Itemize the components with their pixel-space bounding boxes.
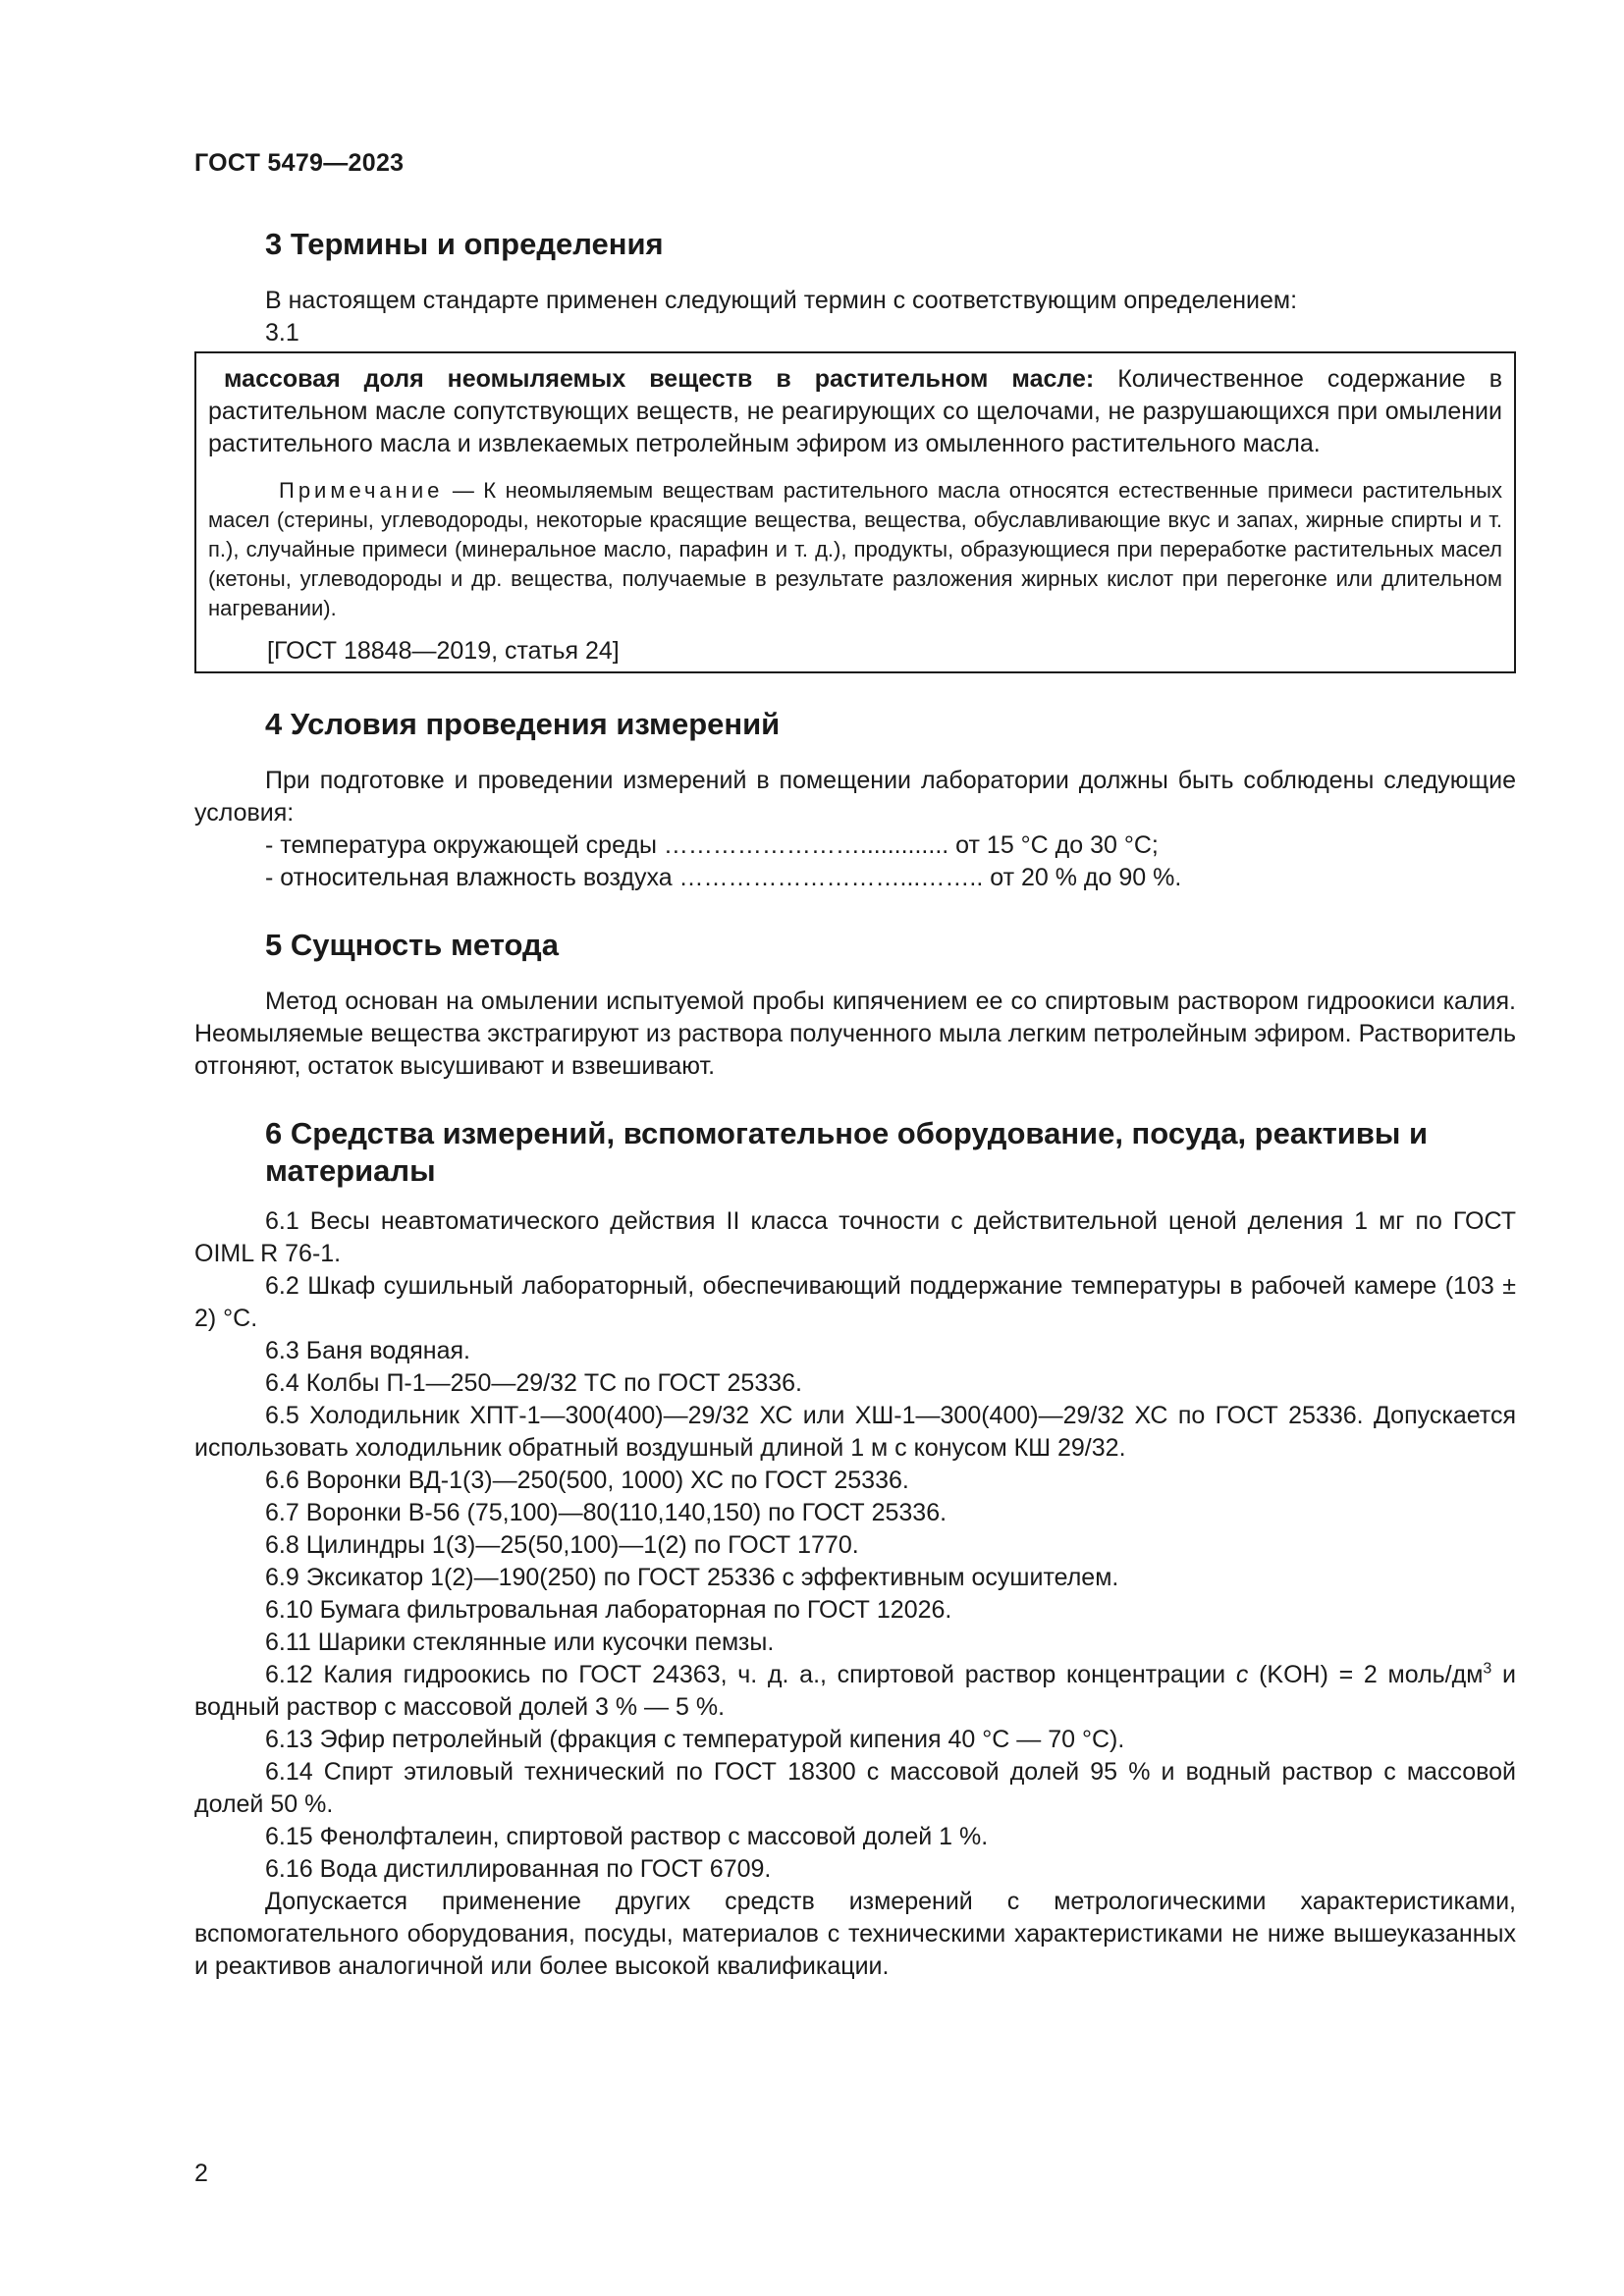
term-definition-box xyxy=(194,351,1516,673)
section-6-title: 6 Средства измерений, вспомогательное оборудование, посуда, реактивы и материалы xyxy=(265,1116,1429,1188)
term-definition xyxy=(208,363,1502,460)
list-item-6-6: 6.6 Воронки ВД-1(3)—250(500, 1000) ХС по ГОСТ 25336. xyxy=(265,1467,909,1494)
section-5-title: 5 Сущность метода xyxy=(265,928,559,962)
list-item-6-14: 6.14 Спирт этиловый технический по ГОСТ 18300 с массовой долей 95 % и водный раствор с массовой долей 50 %. xyxy=(194,1758,1516,1818)
section-3-intro: В настоящем стандарте применен следующий термин с соответствующим определением: xyxy=(265,287,1298,314)
list-item-6-1: 6.1 Весы неавтоматического действия II класса точности с действительной ценой деления 1 мг по ГОСТ OIML R 76-1. xyxy=(194,1207,1516,1267)
list-item-6-13: 6.13 Эфир петролейный (фракция с температурой кипения 40 °С — 70 °С). xyxy=(265,1726,1125,1753)
list-item-6-16: 6.16 Вода дистиллированная по ГОСТ 6709. xyxy=(265,1855,772,1883)
document-body xyxy=(194,226,1516,1983)
list-item-6-10: 6.10 Бумага фильтровальная лабораторная по ГОСТ 12026. xyxy=(265,1596,952,1624)
list-item-6-4: 6.4 Колбы П-1—250—29/32 ТС по ГОСТ 25336. xyxy=(265,1369,802,1397)
section-4-intro: При подготовке и проведении измерений в помещении лаборатории должны быть соблюдены следующие условия: xyxy=(194,767,1516,827)
condition-humidity: - относительная влажность воздуха ………………………...…….. от 20 % до 90 %. xyxy=(265,864,1182,891)
list-item-6-2: 6.2 Шкаф сушильный лабораторный, обеспечивающий поддержание температуры в рабочей камере (103 ± 2) °С. xyxy=(194,1272,1516,1332)
term-name: массовая доля неомыляемых веществ в растительном масле: xyxy=(224,365,1095,393)
term-number: 3.1 xyxy=(265,319,299,347)
list-item-6-8: 6.8 Цилиндры 1(3)—25(50,100)—1(2) по ГОСТ 1770. xyxy=(265,1531,859,1559)
term-reference: [ГОСТ 18848—2019, статья 24] xyxy=(267,637,620,665)
list-item-6-11: 6.11 Шарики стеклянные или кусочки пемзы. xyxy=(265,1629,775,1656)
list-item-6-9: 6.9 Эксикатор 1(2)—190(250) по ГОСТ 25336 с эффективным осушителем. xyxy=(265,1564,1119,1591)
list-item-6-12: 6.12 Калия гидроокись по ГОСТ 24363, ч. д. а., спиртовой раствор концентрации с (KOH) = 2 моль/$дм^3$ и водный раствор с массовой долей 3 % — 5 %. xyxy=(194,1660,1516,1721)
term-note xyxy=(208,476,1502,623)
note-label: Примечание xyxy=(279,478,444,503)
list-item-6-3: 6.3 Баня водяная. xyxy=(265,1337,470,1364)
page-number: 2 xyxy=(194,2160,208,2187)
term-definition-text: Количественное содержание в растительном масле сопутствующих веществ, не реагирующих со щелочами, не разрушающихся при омылении растительного масла и извлекаемых петролейным эфиром из омыленного растительного масла. xyxy=(208,365,1503,457)
list-item-6-7: 6.7 Воронки В-56 (75,100)—80(110,140,150) по ГОСТ 25336. xyxy=(265,1499,947,1526)
section-5-text: Метод основан на омылении испытуемой пробы кипячением ее со спиртовым раствором гидроокиси калия. Неомыляемые вещества экстрагируют из раствора полученного мыла легким петролейным эфиром. Растворитель отгоняют, остаток высушивают и взвешивают. xyxy=(194,988,1516,1080)
list-item-6-5: 6.5 Холодильник ХПТ-1—300(400)—29/32 ХС или ХШ-1—300(400)—29/32 ХС по ГОСТ 25336. Допускается использовать холодильник обратный воздушный длиной 1 м с конусом КШ 29/32. xyxy=(194,1402,1516,1462)
note-text: — К неомыляемым веществам растительного масла относятся естественные примеси растительных масел (стерины, углеводороды, некоторые красящие вещества, вещества, обуславливающие вкус и запах, жирные спирты и т. п.), случайные примеси (минеральное масло, парафин и т. д.), продукты, образующиеся при переработке растительных масел (кетоны, углеводороды и др. вещества, получаемые в результате разложения жирных кислот при перегонке или длительном нагревании). xyxy=(208,478,1502,620)
section-6-closing-paragraph: Допускается применение других средств измерений с метрологическими характеристиками, вспомогательного оборудования, посуды, материалов с техническими характеристиками не ниже вышеуказанных и реактивов аналогичной или более высокой квалификации. xyxy=(194,1888,1516,1980)
condition-temperature: - температура окружающей среды ……………………............. от 15 °С до 30 °С; xyxy=(265,831,1159,859)
section-4-title: 4 Условия проведения измерений xyxy=(265,707,781,741)
section-3-title: 3 Термины и определения xyxy=(265,227,664,261)
document-id: ГОСТ 5479—2023 xyxy=(194,149,405,177)
list-item-6-15: 6.15 Фенолфталеин, спиртовой раствор с массовой долей 1 %. xyxy=(265,1823,989,1850)
